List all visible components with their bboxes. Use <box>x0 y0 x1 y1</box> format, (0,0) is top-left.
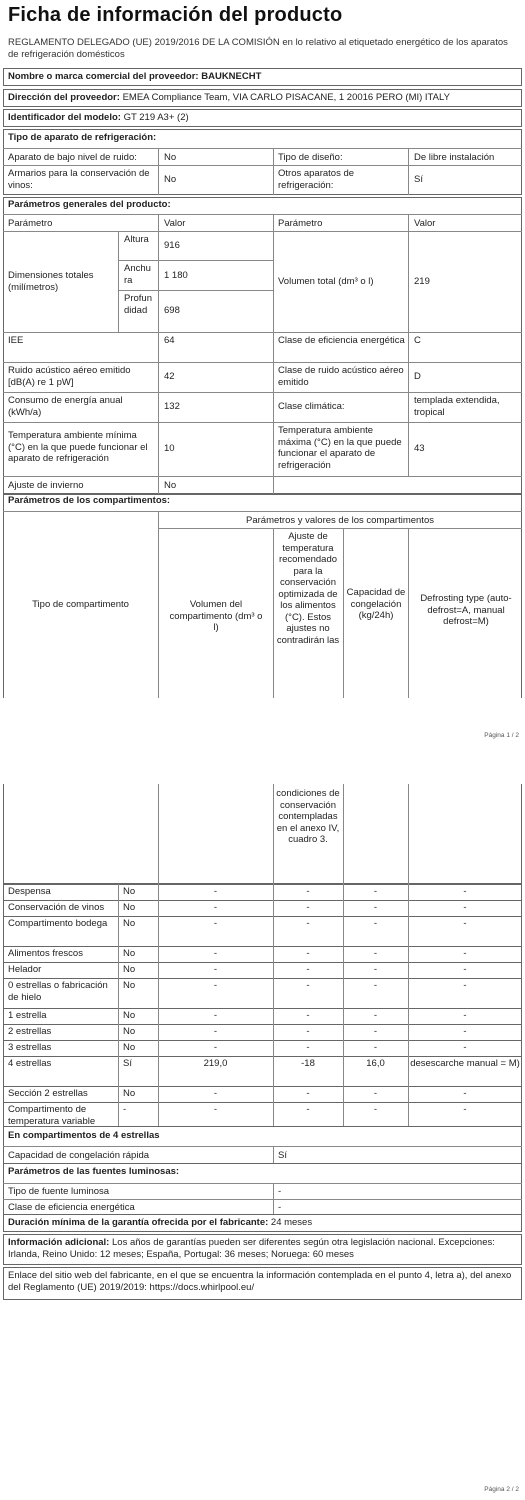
low-noise-value: No <box>164 152 177 163</box>
compartment-cell-defrost: - <box>463 964 467 975</box>
model-label: Identificador del modelo: <box>8 112 121 123</box>
climate-value: templada extendida, tropical <box>414 395 500 418</box>
compartment-cell-volume: - <box>213 1042 218 1053</box>
compartment-cell-name: Despensa <box>8 886 51 897</box>
compartment-cell-volume: - <box>213 948 218 959</box>
compartment-cell-temp: - <box>306 964 310 975</box>
depth-value: 698 <box>164 305 180 316</box>
compartment-cell-temp: - <box>306 1042 310 1053</box>
compartment-cell-volume: - <box>213 918 218 929</box>
compartment-cell-name: Helador <box>8 964 42 975</box>
col-value-1: Valor <box>164 218 186 229</box>
compartment-cell-defrost: - <box>463 902 467 913</box>
volume-label: Volumen total (dm³ o l) <box>278 276 374 287</box>
additional-text: Los años de garantías pueden ser diferentes según otra legislación nacional. Excepciones: Irlanda, Reino Unido: 12 meses; España, Portugal: 36 meses; Noruega: 60 meses <box>8 1237 495 1260</box>
noise-class-value: D <box>414 371 421 382</box>
min-temp-label: Temperatura ambiente mínima (°C) en la que puede funcionar el aparato de refrigeración <box>8 430 148 464</box>
compartment-cell-defrost: - <box>463 886 467 897</box>
compartment-cell-defrost: - <box>463 1104 467 1115</box>
design-value: De libre instalación <box>414 152 495 163</box>
compartment-cell-volume: 219,0 <box>203 1058 228 1069</box>
noise-class-label: Clase de ruido acústico aéreo emitido <box>278 365 404 388</box>
light-type-value: - <box>278 1186 282 1197</box>
fast-freeze-label: Capacidad de congelación rápida <box>8 1150 150 1161</box>
col-freeze-capacity: Capacidad de congelación (kg/24h) <box>346 587 406 621</box>
col-param-1: Parámetro <box>8 218 53 229</box>
col-compartment-volume: Volumen del compartimento (dm³ o l) <box>169 599 263 633</box>
width-label: Anchura <box>124 263 151 286</box>
compartments-heading: Parámetros de los compartimentos: <box>8 495 171 506</box>
eei-value: 64 <box>164 335 175 346</box>
compartment-cell-volume: - <box>213 980 218 991</box>
compartment-cell-name: 2 estrellas <box>8 1026 52 1037</box>
compartment-cell-volume: - <box>213 1088 218 1099</box>
compartments-super-header: Parámetros y valores de los compartimentos <box>246 515 434 526</box>
compartment-cell-name: Compartimento de temperatura variable <box>8 1104 96 1127</box>
compartment-cell-name: 0 estrellas o fabricación de hielo <box>8 980 108 1003</box>
col-defrost-type: Defrosting type (auto-defrost=A, manual defrost=M) <box>420 593 512 627</box>
compartment-cell-temp: - <box>306 1010 310 1021</box>
compartment-cell-present: No <box>123 1088 136 1099</box>
width-value: 1 180 <box>164 270 188 281</box>
min-temp-value: 10 <box>164 443 175 454</box>
compartment-cell-volume: - <box>213 1026 218 1037</box>
compartment-cell-freeze: - <box>373 886 378 897</box>
compartment-cell-name: Compartimento bodega <box>8 918 108 929</box>
compartment-cell-temp: - <box>306 980 310 991</box>
light-class-value: - <box>278 1202 282 1213</box>
winter-label: Ajuste de invierno <box>8 480 84 491</box>
compartment-cell-freeze: - <box>373 1088 378 1099</box>
compartment-cell-name: Alimentos frescos <box>8 948 83 959</box>
compartment-cell-freeze: - <box>373 918 378 929</box>
supplier-label: Nombre o marca comercial del proveedor: <box>8 71 199 82</box>
compartment-cell-name: 1 estrella <box>8 1010 47 1021</box>
consumption-value: 132 <box>164 401 180 412</box>
compartment-cell-defrost: - <box>463 980 467 991</box>
page-number-2: Página 2 / 2 <box>484 1486 519 1493</box>
design-label: Tipo de diseño: <box>278 152 343 163</box>
col-temp-setting-part2: condiciones de conservación contempladas en el anexo IV, cuadro 3. <box>276 788 340 845</box>
col-value-2: Valor <box>414 218 436 229</box>
other-value: Sí <box>414 174 423 185</box>
consumption-label: Consumo de energía anual (kWh/a) <box>8 395 123 418</box>
low-noise-label: Aparato de bajo nivel de ruido: <box>8 152 137 163</box>
eei-label: IEE <box>8 335 24 346</box>
compartment-cell-name: 4 estrellas <box>8 1058 52 1069</box>
website-url[interactable]: https://docs.whirlpool.eu/ <box>149 1281 255 1293</box>
depth-label: Profundidad <box>124 293 152 316</box>
compartment-cell-name: Conservación de vinos <box>8 902 105 913</box>
page-title: Ficha de información del producto <box>8 4 343 26</box>
light-heading: Parámetros de las fuentes luminosas: <box>8 1166 180 1177</box>
compartment-cell-volume: - <box>213 1010 218 1021</box>
compartment-cell-defrost: - <box>463 918 467 929</box>
fast-freeze-value: Sí <box>278 1150 287 1161</box>
compartment-cell-temp: - <box>306 902 310 913</box>
regulation-text: REGLAMENTO DELEGADO (UE) 2019/2016 DE LA COMISIÓN en lo relativo al etiquetado energético de los aparatos de refrigeración domésticos <box>8 37 508 60</box>
compartment-cell-freeze: - <box>373 1104 378 1115</box>
eff-class-value: C <box>414 335 421 346</box>
col-param-2: Parámetro <box>278 218 323 229</box>
max-temp-label: Temperatura ambiente máxima (°C) en la que puede funcionar el aparato de refrigeración <box>278 425 402 471</box>
compartment-cell-volume: - <box>213 902 218 913</box>
compartment-cell-present: No <box>123 886 136 897</box>
compartment-cell-temp: - <box>306 1026 310 1037</box>
compartment-cell-volume: - <box>213 1104 218 1115</box>
compartment-cell-freeze: - <box>373 902 378 913</box>
light-class-label: Clase de eficiencia energética <box>8 1202 135 1213</box>
compartment-cell-defrost: - <box>463 1088 467 1099</box>
general-heading: Parámetros generales del producto: <box>8 199 171 210</box>
compartment-cell-defrost: desescarche manual = M) <box>410 1058 520 1069</box>
compartment-cell-temp: - <box>306 1088 310 1099</box>
compartment-cell-volume: - <box>213 964 218 975</box>
page-number-1: Página 1 / 2 <box>484 732 519 739</box>
compartment-cell-temp: - <box>306 886 310 897</box>
max-temp-value: 43 <box>414 443 425 454</box>
compartment-cell-defrost: - <box>463 948 467 959</box>
compartment-cell-temp: -18 <box>301 1058 315 1069</box>
col-compartment-type: Tipo de compartimento <box>32 599 129 610</box>
compartment-cell-freeze: - <box>373 1026 378 1037</box>
height-value: 916 <box>164 240 180 251</box>
website-text: Enlace del sitio web del fabricante, en el que se encuentra la información contemplada en el punto 4, letra a), del anexo del Reglamento (UE) 2019/2019: <box>8 1270 512 1293</box>
address-value: EMEA Compliance Team, VIA CARLO PISACANE, 1 20016 PERO (MI) ITALY <box>122 92 450 103</box>
compartment-cell-freeze: - <box>373 1042 378 1053</box>
warranty-value: 24 meses <box>270 1217 313 1228</box>
compartment-cell-present: No <box>123 1042 136 1053</box>
volume-value: 219 <box>414 276 430 287</box>
four-star-heading: En compartimentos de 4 estrellas <box>8 1130 160 1141</box>
compartment-cell-freeze: - <box>373 948 378 959</box>
compartment-cell-freeze: - <box>373 1010 378 1021</box>
appliance-type-heading: Tipo de aparato de refrigeración: <box>8 132 157 143</box>
climate-label: Clase climática: <box>278 401 345 412</box>
supplier-value: BAUKNECHT <box>201 71 262 82</box>
wine-label: Armarios para la conservación de vinos: <box>8 168 150 191</box>
compartment-cell-freeze: - <box>373 980 378 991</box>
address-label: Dirección del proveedor: <box>8 92 120 103</box>
compartments-block-p2 <box>3 784 522 884</box>
eff-class-label: Clase de eficiencia energética <box>278 335 405 346</box>
compartment-cell-present: Sí <box>123 1058 132 1069</box>
compartment-cell-present: No <box>123 1010 136 1021</box>
compartment-cell-present: No <box>123 1026 136 1037</box>
wine-value: No <box>164 174 177 185</box>
warranty-label: Duración mínima de la garantía ofrecida por el fabricante: <box>8 1217 269 1228</box>
noise-label: Ruido acústico aéreo emitido [dB(A) re 1 pW] <box>8 365 131 388</box>
compartment-cell-volume: - <box>213 886 218 897</box>
compartment-cell-present: No <box>123 948 136 959</box>
compartment-cell-defrost: - <box>463 1010 467 1021</box>
compartment-cell-present: No <box>123 902 136 913</box>
col-temp-setting-part1: Ajuste de temperatura recomendado para la conservación optimizada de los alimentos (°C). Estos ajustes no contradirán las <box>276 531 340 646</box>
height-label: Altura <box>124 234 149 245</box>
compartment-cell-defrost: - <box>463 1042 467 1053</box>
other-label: Otros aparatos de refrigeración: <box>278 168 355 191</box>
compartment-cell-present: No <box>123 964 136 975</box>
model-value: GT 219 A3+ (2) <box>123 112 189 123</box>
compartment-cell-freeze: 16,0 <box>366 1058 385 1069</box>
compartment-cell-name: 3 estrellas <box>8 1042 52 1053</box>
page-2 <box>0 750 525 1500</box>
compartment-cell-present: No <box>123 918 136 929</box>
noise-value: 42 <box>164 371 175 382</box>
compartment-cell-temp: - <box>306 1104 310 1115</box>
compartment-cell-temp: - <box>306 948 310 959</box>
compartment-cell-present: No <box>123 980 136 991</box>
compartment-cell-freeze: - <box>373 964 378 975</box>
additional-label: Información adicional: <box>8 1237 110 1248</box>
compartment-cell-defrost: - <box>463 1026 467 1037</box>
light-type-label: Tipo de fuente luminosa <box>8 1186 110 1197</box>
winter-value: No <box>164 480 177 491</box>
compartment-cell-present: - <box>123 1104 127 1115</box>
compartment-cell-temp: - <box>306 918 310 929</box>
dims-label: Dimensiones totales (milímetros) <box>8 270 94 293</box>
compartment-cell-name: Sección 2 estrellas <box>8 1088 88 1099</box>
